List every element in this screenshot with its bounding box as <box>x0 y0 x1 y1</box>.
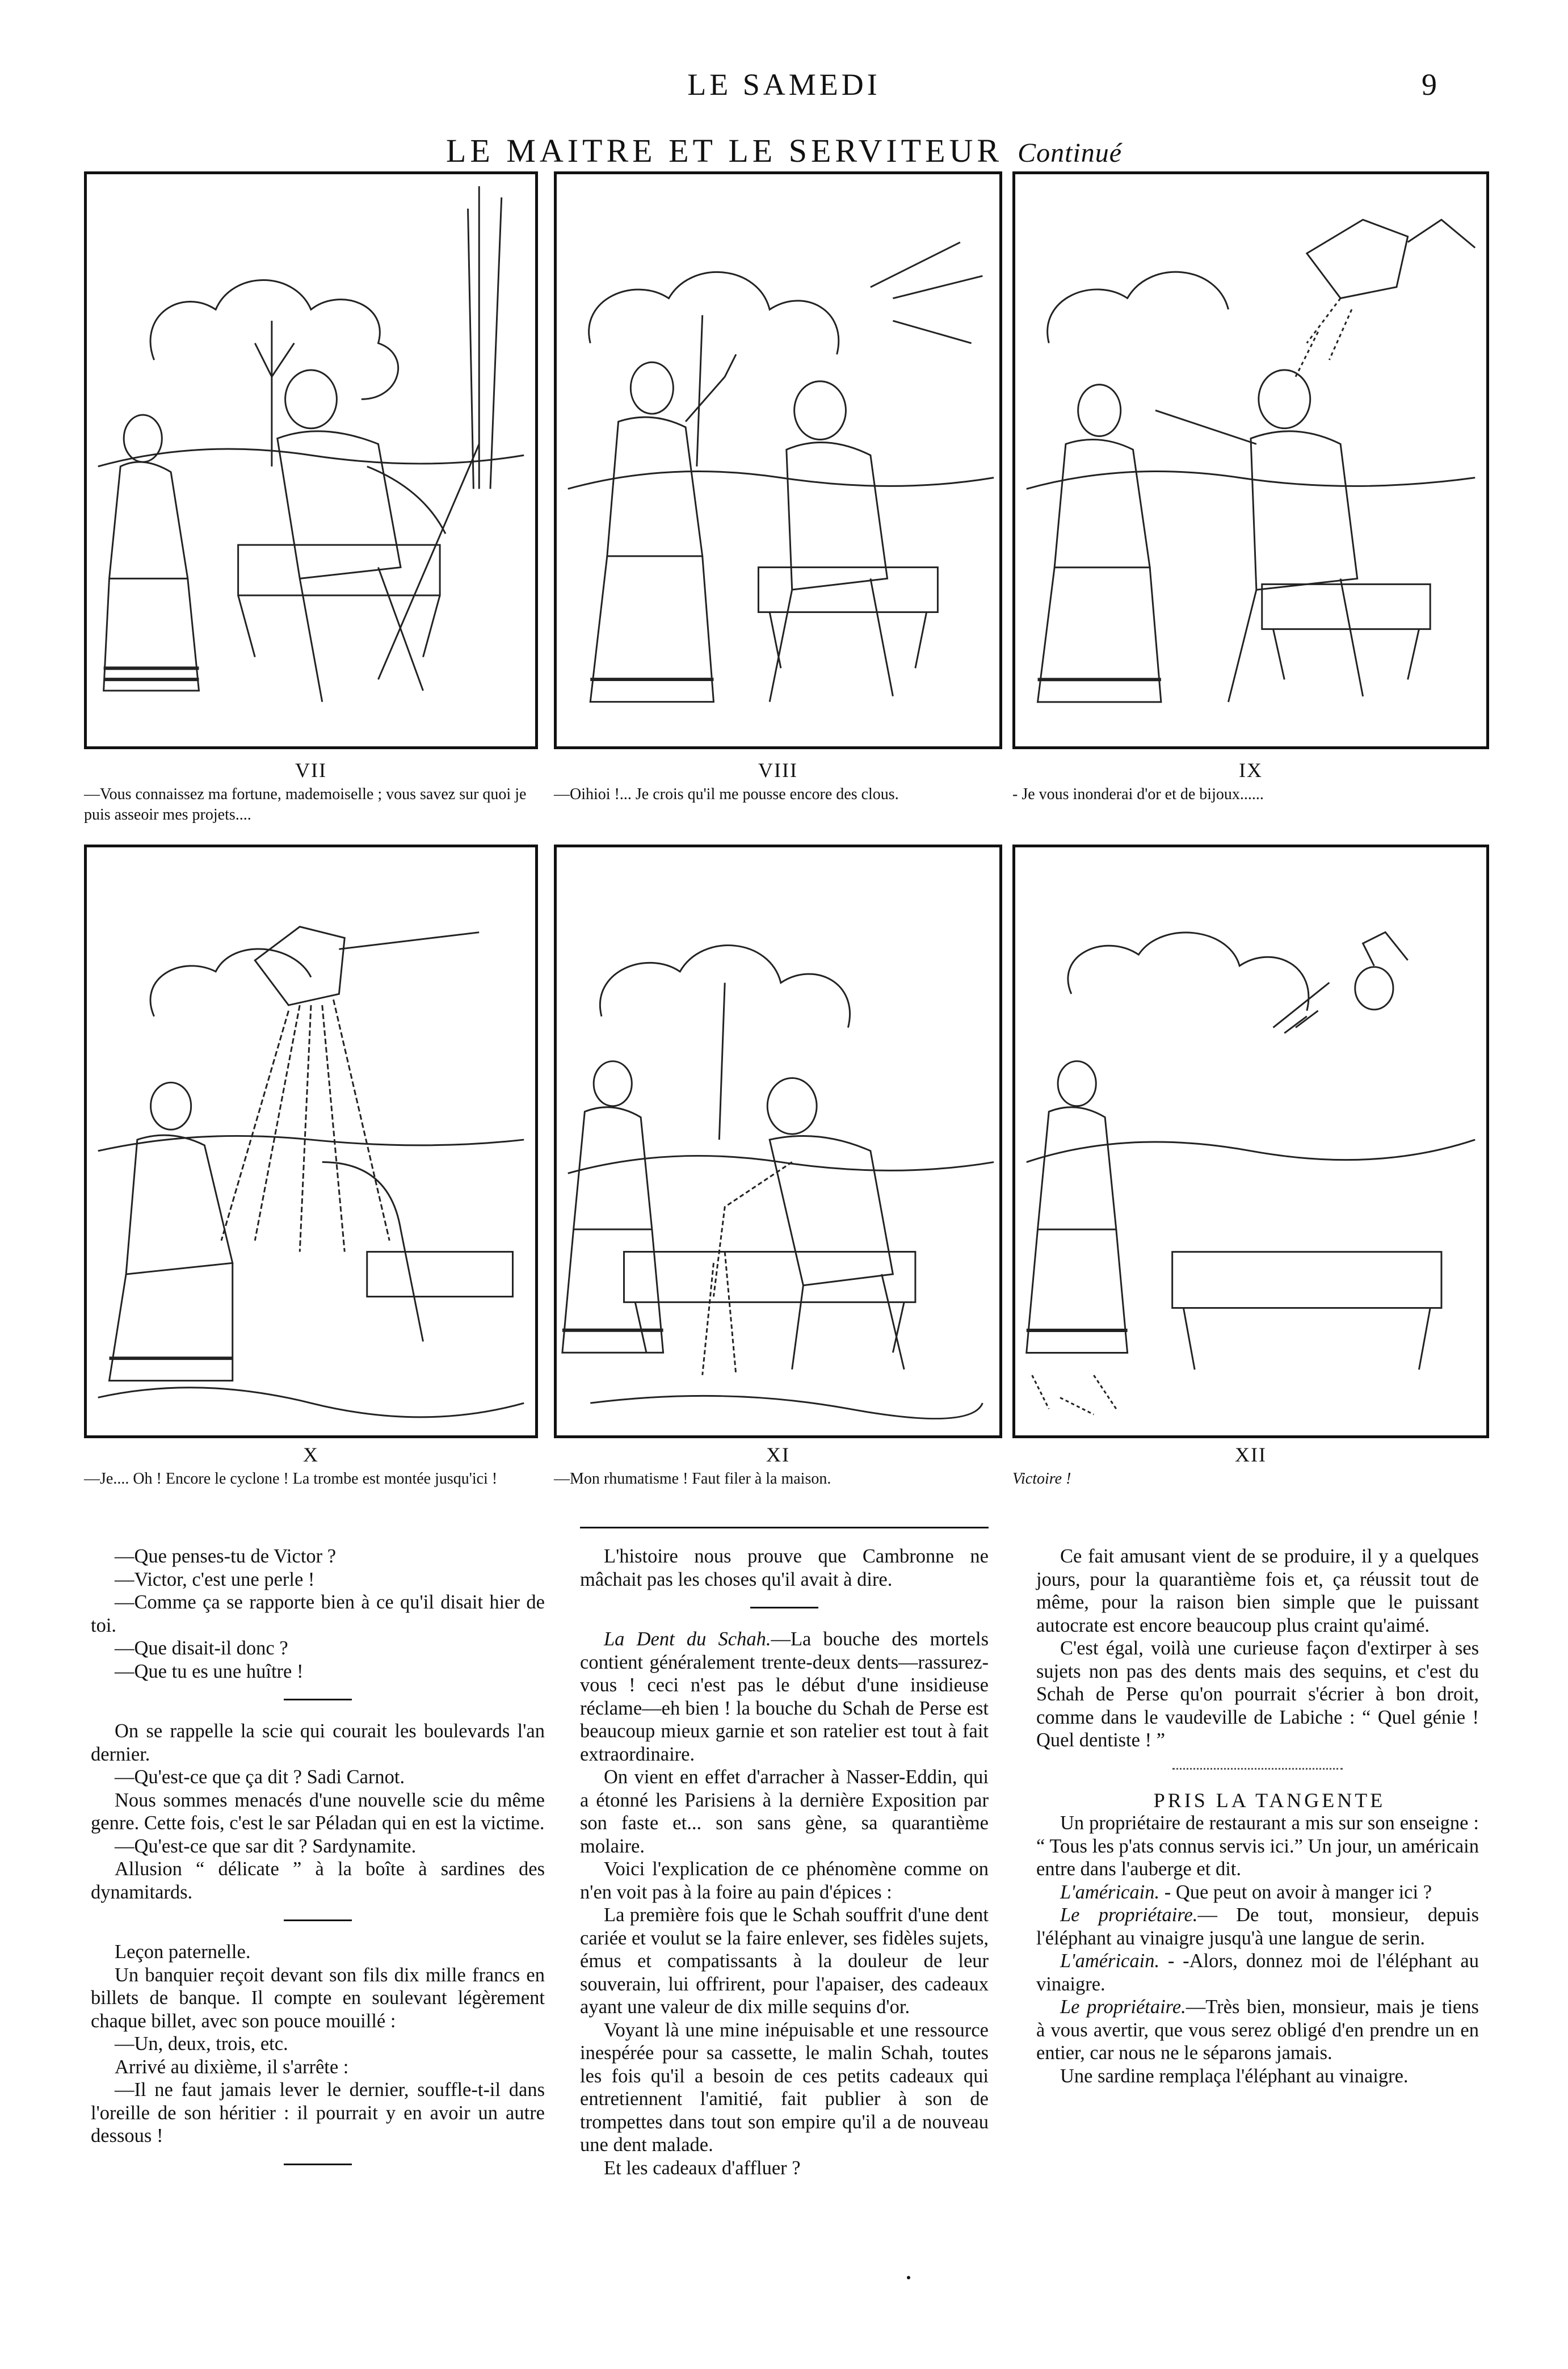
paragraph: On se rappelle la scie qui courait les boulevards l'an dernier. <box>91 1720 545 1765</box>
column-divider-rule <box>580 1527 989 1528</box>
column-middle <box>580 1545 989 2179</box>
comic-panel-12 <box>1012 845 1489 1438</box>
dialogue-text: - Que peut on avoir à manger ici ? <box>1159 1881 1432 1903</box>
speaker-label: L'américain. <box>1060 1950 1160 1972</box>
comic-panel-8 <box>554 171 1002 749</box>
paragraph: Leçon paternelle. <box>115 1941 251 1963</box>
paragraph: Et les cadeaux d'affluer ? <box>604 2157 801 2179</box>
speaker-label: Le propriétaire. <box>1060 1904 1198 1926</box>
section-rule <box>284 1919 352 1921</box>
dialogue-line: —Victor, c'est une perle ! <box>115 1568 315 1590</box>
comic-panel-9 <box>1012 171 1489 749</box>
paragraph <box>580 1628 989 1766</box>
paragraph: Ce fait amusant vient de se produire, il y a quelques jours, pour la quarantième fois et, ça réussit tout de même, pour la raison bien simple que le puissant autocrate est encore beaucoup plus craint qu'aimé. <box>1036 1545 1479 1636</box>
paragraph: Allusion “ délicate ” à la boîte à sardines des dynamitards. <box>91 1858 545 1903</box>
comic-panel-11 <box>554 845 1002 1438</box>
print-speck <box>907 2276 910 2279</box>
panel-9-illustration <box>1015 174 1486 746</box>
comic-panel-7 <box>84 171 538 749</box>
dialogue-line <box>1036 1881 1479 1904</box>
paragraph: Un propriétaire de restaurant a mis sur son enseigne : “ Tous les p'ats connus servis ici.” Un jour, un américain entre dans l'auberge et dit. <box>1036 1812 1479 1880</box>
panel-12-caption-text: Victoire ! <box>1012 1470 1071 1488</box>
paragraph: Nous sommes menacés d'une nouvelle scie du même genre. Cette fois, c'est le sar Péladan qui en est la victime. <box>91 1789 545 1834</box>
panel-10-number: X <box>303 1443 319 1466</box>
panel-9-number: IX <box>1239 759 1263 782</box>
paragraph: —Il ne faut jamais lever le dernier, souffle-t-il dans l'oreille de son héritier : il pourrait y en avoir un autre dessous ! <box>91 2079 545 2147</box>
strip-continued-label: Continué <box>1018 138 1123 168</box>
dialogue-text: — De tout, monsieur, depuis l'éléphant au vinaigre jusqu'à une langue de serin. <box>1036 1904 1479 1949</box>
paragraph: —Qu'est-ce que ça dit ? Sadi Carnot. <box>115 1766 405 1788</box>
paragraph: Un banquier reçoit devant son fils dix mille francs en billets de banque. Il compte en soulevant légèrement chaque billet, avec son pouce mouillé : <box>91 1964 545 2032</box>
dialogue-line: —Comme ça se rapporte bien à ce qu'il disait hier de toi. <box>91 1591 545 1636</box>
panel-8-number: VIII <box>758 759 798 782</box>
panel-7-illustration <box>87 174 535 746</box>
panel-11-caption: —Mon rhumatisme ! Faut filer à la maison. <box>554 1470 831 1488</box>
panel-11-illustration <box>557 847 999 1435</box>
paragraph: La première fois que le Schah souffrit d'une dent cariée et voulut se la faire enlever, ses fidèles sujets, émus et compatissants à la douleur de leur souverain, lui offrirent, pour l'apaiser, des cadeaux ayant une valeur de dix mille sequins d'or. <box>580 1904 989 2018</box>
paragraph: L'histoire nous prouve que Cambronne ne mâchait pas les choses qu'il avait à dire. <box>580 1545 989 1590</box>
panel-12-illustration <box>1015 847 1486 1435</box>
dialogue-line <box>1036 1904 1479 1950</box>
section-rule <box>284 1699 352 1700</box>
panel-8-caption: —Oihioi !... Je crois qu'il me pousse encore des clous. <box>554 786 899 803</box>
panel-10-caption: —Je.... Oh ! Encore le cyclone ! La trombe est montée jusqu'ici ! <box>84 1470 498 1488</box>
speaker-label: Le propriétaire. <box>1060 1996 1186 2018</box>
section-title: PRIS LA TANGENTE <box>1153 1788 1386 1812</box>
panel-12-caption <box>1012 1469 1489 1489</box>
dialogue-text: —Très bien, monsieur, mais je tiens à vous avertir, que vous serez obligé d'en prendre un en entier, car nous ne le séparons jamais. <box>1036 1996 1479 2064</box>
panel-7-number: VII <box>295 759 327 782</box>
paragraph: Voyant là une mine inépuisable et une ressource inespérée pour sa cassette, le malin Schah, toutes les fois qu'il a besoin de ces petits cadeaux qui entretiennent l'amitié, fait publier à son de trompettes dans tout son empire qu'il a de nouveau une dent malade. <box>580 2019 989 2156</box>
panel-8-illustration <box>557 174 999 746</box>
dialogue-line <box>1036 1950 1479 1996</box>
dialogue-line: —Que disait-il donc ? <box>115 1637 288 1659</box>
section-rule <box>750 1607 818 1608</box>
speaker-label: L'américain. <box>1060 1881 1160 1903</box>
paragraph-text: —La bouche des mortels contient généralement trente-deux dents—rassurez-vous ! ceci n'est pas le début d'une insidieuse réclame—eh bien ! la bouche du Schah de Perse est beaucoup mieux garnie et son ratelier est tout à fait extraordinaire. <box>580 1628 989 1765</box>
dialogue-line: —Que penses-tu de Victor ? <box>115 1545 337 1567</box>
paragraph: Arrivé au dixième, il s'arrête : <box>115 2056 349 2078</box>
dialogue-line <box>1036 1996 1479 2065</box>
paragraph: C'est égal, voilà une curieuse façon d'extirper à ses sujets non pas des dents mais des sequins, et c'est du Schah de Perse qu'on pourrait s'écrier à bon droit, comme dans le vaudeville de Labiche : “ Quel génie ! Quel dentiste ! ” <box>1036 1637 1479 1751</box>
panel-7-caption: —Vous connaissez ma fortune, mademoiselle ; vous savez sur quoi je puis asseoir mes projets.... <box>84 786 527 824</box>
panel-10-illustration <box>87 847 535 1435</box>
article-title-dent-du-schah: La Dent du Schah. <box>604 1628 771 1650</box>
paragraph: —Un, deux, trois, etc. <box>115 2033 288 2055</box>
paragraph: Une sardine remplaça l'éléphant au vinaigre. <box>1060 2065 1409 2087</box>
dialogue-text: - -Alors, donnez moi de l'éléphant au vinaigre. <box>1036 1950 1479 1995</box>
column-right <box>1036 1545 1479 2087</box>
dotted-rule <box>1172 1768 1343 1770</box>
panel-12-number: XII <box>1235 1443 1267 1466</box>
newspaper-title: LE SAMEDI <box>687 68 881 102</box>
strip-title-text: LE MAITRE ET LE SERVITEUR <box>445 132 1003 169</box>
comic-strip-title <box>0 132 1568 170</box>
comic-panel-10 <box>84 845 538 1438</box>
paragraph: On vient en effet d'arracher à Nasser-Eddin, qui a étonné les Parisiens à la dernière Exposition par son faste et... son sans gène, sa quarantième molaire. <box>580 1766 989 1857</box>
page-number: 9 <box>1422 68 1437 102</box>
panel-9-caption: - Je vous inonderai d'or et de bijoux...... <box>1012 786 1264 803</box>
column-left <box>91 1545 545 2185</box>
panel-11-number: XI <box>766 1443 790 1466</box>
paragraph: —Qu'est-ce que sar dit ? Sardynamite. <box>115 1835 417 1857</box>
section-rule <box>284 2164 352 2165</box>
paragraph: Voici l'explication de ce phénomène comme on n'en voit pas à la foire au pain d'épices : <box>580 1858 989 1903</box>
dialogue-line: —Que tu es une huître ! <box>115 1660 304 1682</box>
